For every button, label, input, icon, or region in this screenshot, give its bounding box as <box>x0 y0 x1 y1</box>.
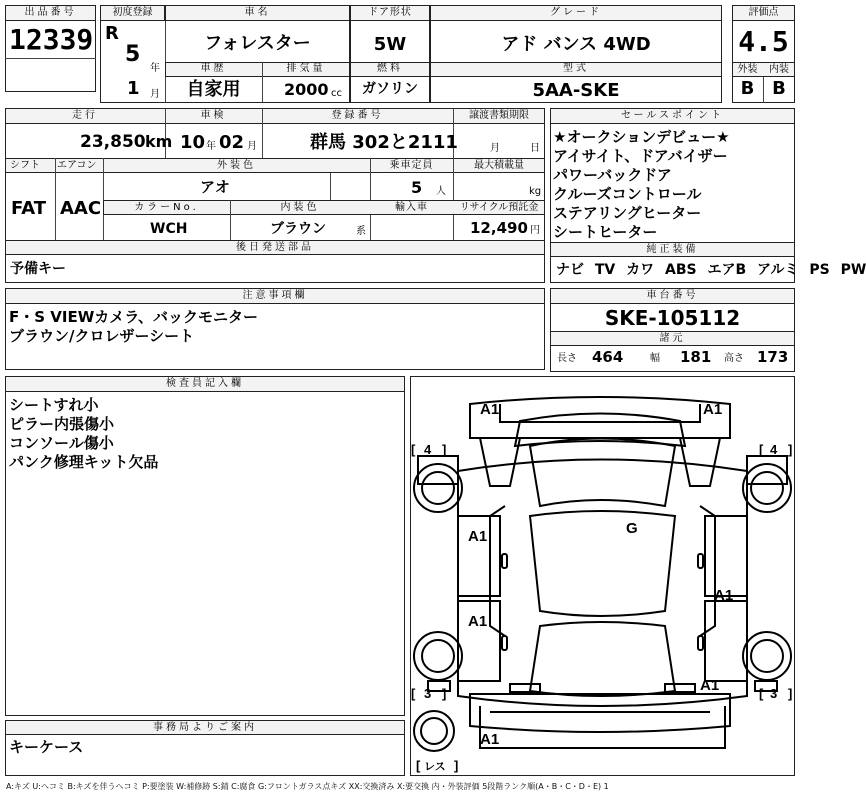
dimensions-label: 諸元 <box>659 333 686 344</box>
equipment-list <box>556 263 866 277</box>
era: R <box>105 23 119 44</box>
history: 自家用 <box>186 79 241 100</box>
fuel: ガソリン <box>362 81 418 97</box>
svg-text:[: [ <box>759 442 764 457</box>
plate-number: 群馬 302と2111 <box>310 132 458 153</box>
sales-points-list <box>553 128 730 242</box>
equipment-item: ナビ <box>556 262 584 278</box>
exterior-label: 外装 <box>737 64 758 75</box>
color-no: WCH <box>150 221 188 237</box>
tire-front-left: 4 <box>424 442 432 457</box>
reg-month: 1 <box>127 78 140 99</box>
car-name-label: 車名 <box>244 7 271 18</box>
equipment-item: エアB <box>707 262 747 278</box>
int-color-label: 内装色 <box>280 202 320 213</box>
recycle-label: リサイクル預託金 <box>459 202 539 213</box>
equipment-item: カワ <box>626 262 655 278</box>
tire-spare: レス <box>424 761 446 773</box>
inspector-item: パンク修理キット欠品 <box>9 453 159 471</box>
mark-g: G <box>626 520 638 537</box>
ac: AAC <box>60 198 102 219</box>
office-label: 事務局よりご案内 <box>153 722 257 733</box>
equipment-item: PW <box>840 262 866 278</box>
import-label: 輸入車 <box>395 202 428 213</box>
model: 5AA-SKE <box>532 80 620 101</box>
sales-point: ステアリングヒーター <box>553 204 702 222</box>
grade: アド バンス 4WD <box>501 34 651 55</box>
displacement: 2000 <box>284 80 329 99</box>
mark-right-door: A1 <box>714 587 734 604</box>
score-label: 評価点 <box>748 7 779 18</box>
model-label: 型式 <box>563 63 589 74</box>
transfer-label: 譲渡書類期限 <box>469 110 529 121</box>
plate-label: 登録番号 <box>331 110 384 121</box>
history-label: 車歴 <box>200 63 227 74</box>
sales-points-label: セールスポイント <box>620 110 725 121</box>
fuel-label: 燃料 <box>377 63 403 74</box>
capacity-label: 乗車定員 <box>389 160 434 171</box>
ac-label: エアコン <box>57 160 97 171</box>
notes-list <box>9 308 258 346</box>
displacement-label: 排気量 <box>286 63 326 74</box>
interior-label: 内装 <box>769 64 789 75</box>
note-item: F・S VIEWカメラ、バックモニター <box>9 308 259 326</box>
recycle-fee: 12,490 <box>470 219 528 237</box>
inspector-item: コンソール傷小 <box>9 434 114 452</box>
svg-text:[: [ <box>411 686 416 701</box>
first-reg-label: 初度登録 <box>112 7 153 18</box>
sales-point: クルーズコントロール <box>553 185 702 203</box>
svg-text:]: ] <box>788 686 793 701</box>
car-name: フォレスター <box>204 33 311 54</box>
equipment-item: アルミ <box>757 262 799 278</box>
mark-left-door-front: A1 <box>468 528 488 545</box>
legend: A:キズ U:ヘコミ B:キズを伴うヘコミ P:要塗装 W:補修跡 S:錆 C:腐食 G:フロントガラス点キズ XX:交換済み X:要交換 内・外装評価 5段階ランク順(A・B・C・D・E) 1 <box>6 782 609 791</box>
mark-front-left: A1 <box>480 401 500 418</box>
equipment-item: ABS <box>665 262 697 278</box>
exterior-score: B <box>740 78 755 99</box>
shift-label: シフト <box>10 160 40 171</box>
inspector-item: ピラー内張傷小 <box>9 415 115 433</box>
ext-color-label: 外装色 <box>217 160 256 171</box>
inspection-label: 車検 <box>200 110 227 121</box>
ext-color: アオ <box>200 178 230 196</box>
inspector-label: 検査員記入欄 <box>166 378 244 389</box>
interior-score: B <box>772 78 786 99</box>
later-item: 予備キー <box>10 261 66 277</box>
lot-label: 出品番号 <box>24 7 77 18</box>
door: 5W <box>373 34 407 55</box>
color-no-label: カラーNo. <box>134 202 199 213</box>
svg-text:[: [ <box>759 686 764 701</box>
mark-bottom: A1 <box>480 731 500 748</box>
mileage: 23,850 <box>80 132 146 152</box>
tire-rear-left: 3 <box>424 686 432 701</box>
mark-front-right: A1 <box>703 401 723 418</box>
sales-point: アイサイト、ドアバイザー <box>553 147 728 165</box>
svg-text:]: ] <box>454 758 459 773</box>
car-diagram <box>410 376 795 776</box>
height-value: 173 <box>757 348 789 366</box>
mark-rear-right: A1 <box>700 677 720 694</box>
chassis-label: 車台番号 <box>646 290 699 301</box>
score: 4.5 <box>738 25 789 58</box>
chassis-number: SKE-105112 <box>604 306 741 330</box>
svg-text:[: [ <box>411 442 416 457</box>
later-label: 後日発送部品 <box>236 242 314 253</box>
inspector-list <box>9 396 158 472</box>
equipment-label: 純正装備 <box>646 244 699 255</box>
svg-text:[: [ <box>416 758 421 773</box>
notes-label: 注意事項欄 <box>242 290 308 301</box>
mileage-label: 走行 <box>72 110 98 121</box>
sales-point: パワーバックドア <box>553 166 672 184</box>
length-value: 464 <box>592 348 624 366</box>
sales-point: ★オークションデビュー★ <box>553 128 730 146</box>
svg-text:]: ] <box>788 442 793 457</box>
insp-month: 02 <box>219 132 245 153</box>
tire-front-right: 4 <box>770 442 778 457</box>
equipment-item: PS <box>809 262 830 278</box>
reg-year: 5 <box>125 42 141 67</box>
svg-text:]: ] <box>442 686 447 701</box>
mark-left-door-rear: A1 <box>468 613 488 630</box>
door-label: ドア形状 <box>368 7 412 18</box>
int-color: ブラウン <box>270 221 326 237</box>
svg-text:]: ] <box>442 442 447 457</box>
width-value: 181 <box>680 348 712 366</box>
tire-rear-right: 3 <box>770 686 778 701</box>
lot-number: 12339 <box>9 23 94 56</box>
shift: FAT <box>11 198 47 219</box>
insp-year: 10 <box>180 132 206 153</box>
note-item: ブラウン/クロレザーシート <box>9 327 195 345</box>
office-text: キーケース <box>9 738 84 756</box>
inspector-item: シートすれ小 <box>9 396 99 414</box>
sales-point: シートヒーター <box>553 223 658 241</box>
max-load-label: 最大積載量 <box>474 160 524 171</box>
grade-label: グレード <box>550 7 602 18</box>
equipment-item: TV <box>594 262 616 278</box>
capacity: 5 <box>411 178 423 197</box>
